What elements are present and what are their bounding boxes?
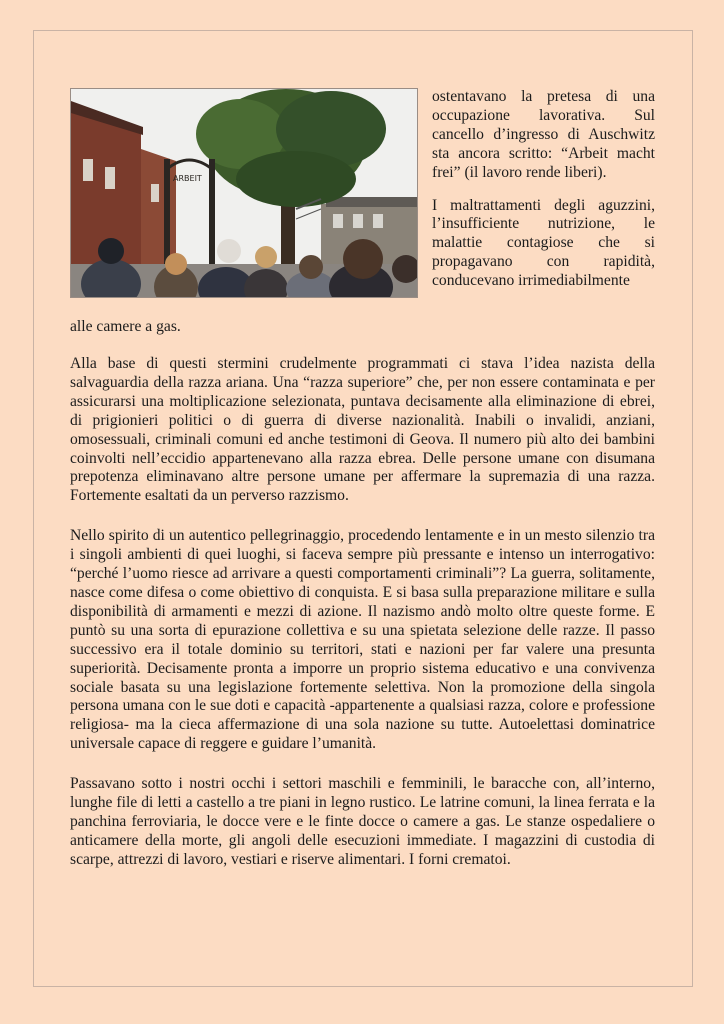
paragraph-2: Nello spirito di un autentico pellegrinaggio, procedendo lentamente e in un mesto silenzio tra i singoli ambienti di quei luoghi, si faceva sempre più pressante e intenso un interrogativo: “perché l’uomo riesce ad arrivare a questi comportamenti criminali”? La guerra, solitamente, nasce come difesa o come obiettivo di conquista. E si basa sulla preparazione militare e sulla disponibilità di armamenti e mezzi di azione. Il nazismo andò molto oltre queste forme. E puntò su una sorta di epurazione collettiva e su una spietata selezione delle razze. Il passo successivo era il totale dominio su territori, stati e nazioni per far valere una presunta superiorità. Decisamente pronta a imporre un proprio sistema educativo e una convivenza sociale basata su una legislazione fortemente selettiva. Non la promozione della singola persona umana con le sue doti e capacità -appartenente a qualsiasi razza, colore e professione religiosa- ma la cieca affermazione di una sola nazione su tutte. Autoelettasi dominatrice universale capace di reggere e guidare l’umanità. (70, 527, 655, 753)
right-column-paragraph-2: I maltrattamenti degli aguzzini, l’insufficiente nutrizione, le malattie contagiose che si propagavano con rapidità, conducevano irrimediabilmente (432, 196, 655, 290)
right-column-paragraph-1: ostentavano la pretesa di una occupazione lavorativa. Sul cancello d’ingresso di Auschwitz sta ancora scritto: “Arbeit macht frei” (il lavoro rende liberi). (432, 88, 655, 181)
paragraph-3: Passavano sotto i nostri occhi i settori maschili e femminili, le baracche con, all’interno, lunghe file di letti a castello a tre piani in legno rustico. Le latrine comuni, la linea ferrata e la panchina ferroviaria, le docce vere e le finte docce o camere a gas. Le stanze ospedaliere o anticamere della morte, gli angoli delle esecuzioni immediate. I magazzini di custodia di scarpe, attrezzi di lavoro, vestiari e riserve alimentari. I forni crematoi. (70, 775, 655, 868)
body-text (70, 355, 655, 891)
right-column (432, 88, 655, 291)
continuation-line: alle camere a gas. (70, 318, 181, 335)
svg-text:ARBEIT: ARBEIT (173, 174, 202, 183)
paragraph-1: Alla base di questi stermini crudelmente programmati ci stava l’idea nazista della salvaguardia della razza ariana. Una “razza superiore” che, per non essere contaminata e per assicurarsi una moltiplicazione selezionata, puntava decisamente alla eliminazione di ebrei, di prigionieri politici o di guerra di diverse nazionalità. Inabili o invalidi, anziani, omosessuali, criminali comuni ed anche testimoni di Geova. Il numero più alto dei bambini coinvolti nell’eccidio appartenevano alla razza ebrea. Delle persone umane con disumana prepotenza eliminavano altre persone umane per affermare la supremazia di una razza. Fortemente esaltati da un perverso razzismo. (70, 355, 655, 505)
auschwitz-gate-photo (70, 88, 418, 298)
